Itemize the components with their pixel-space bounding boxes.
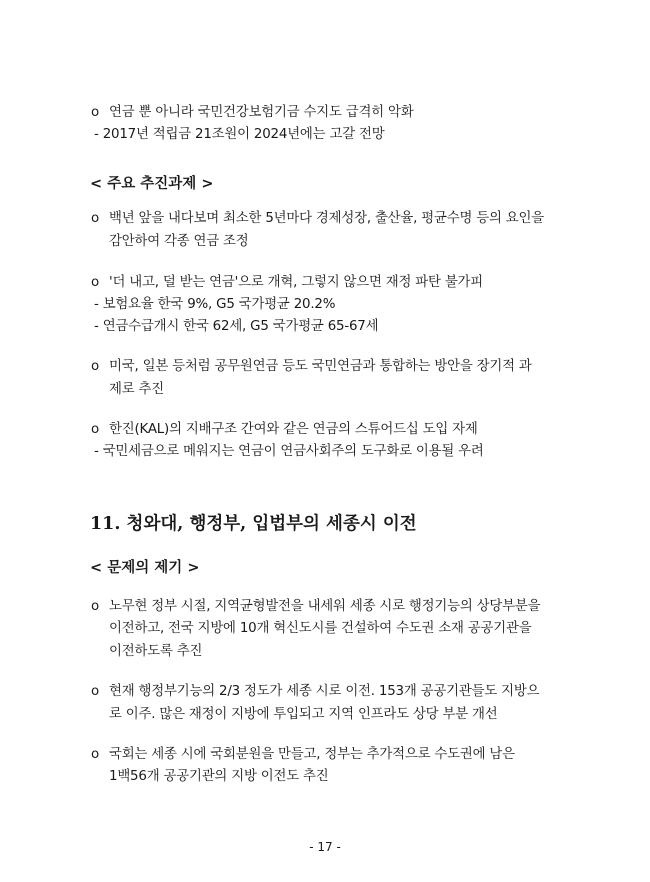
bullet-text: 국회는 세종 시에 국회분원을 만들고, 정부는 추가적으로 수도권에 남은 [109, 747, 515, 762]
section-heading-tasks: < 주요 추진과제 > [90, 176, 214, 192]
bullet-text: 백년 앞을 내다보며 최소한 5년마다 경제성장, 출산율, 평균수명 등의 요인을 [109, 211, 544, 226]
bullet-continuation: 이전하고, 전국 지방에 10개 혁신도시를 건설하여 수도권 소재 공공기관을 [109, 621, 532, 636]
bullet-marker: o [91, 684, 99, 699]
bullet-marker: o [91, 747, 99, 762]
sub-bullet-line: - 보험요율 한국 9%, G5 국가평균 20.2% [94, 297, 336, 312]
page-number: - 17 - [309, 840, 341, 854]
bullet-continuation: 이전하도록 추진 [109, 644, 203, 659]
bullet-marker: o [91, 422, 99, 437]
bullet-line [91, 104, 414, 122]
bullet-marker: o [91, 211, 99, 226]
bullet-line [91, 358, 532, 376]
bullet-marker: o [91, 275, 99, 290]
bullet-text: '더 내고, 덜 받는 연금'으로 개혁, 그렇지 않으면 재정 파탄 불가피 [109, 275, 484, 290]
bullet-line [91, 746, 515, 764]
sub-bullet-line: - 2017년 적립금 21조원이 2024년에는 고갈 전망 [94, 127, 385, 142]
bullet-line [91, 210, 544, 228]
section-title: 11. 청와대, 행정부, 입법부의 세종시 이전 [90, 514, 417, 534]
bullet-marker: o [91, 599, 99, 614]
bullet-text: 노무현 정부 시절, 지역균형발전을 내세워 세종 시로 행정기능의 상당부분을 [109, 599, 541, 614]
bullet-continuation: 로 이주. 많은 재정이 지방에 투입되고 지역 인프라도 상당 부분 개선 [109, 707, 498, 722]
bullet-line [91, 598, 540, 616]
bullet-line [91, 683, 539, 701]
bullet-text: 현재 행정부기능의 2/3 정도가 세종 시로 이전. 153개 공공기관들도 지방으 [109, 684, 540, 699]
bullet-continuation: 감안하여 각종 연금 조정 [109, 234, 249, 249]
bullet-text: 한진(KAL)의 지배구조 간여와 같은 연금의 스튜어드십 도입 자제 [109, 422, 478, 437]
bullet-continuation: 제로 추진 [109, 382, 164, 397]
section-heading-problem: < 문제의 제기 > [90, 560, 200, 576]
sub-bullet-line: - 국민세금으로 메워지는 연금이 연금사회주의 도구화로 이용될 우려 [94, 444, 484, 459]
bullet-marker: o [91, 105, 99, 120]
sub-bullet-line: - 연금수급개시 한국 62세, G5 국가평균 65-67세 [94, 319, 379, 334]
bullet-line [91, 274, 483, 292]
bullet-line [91, 421, 478, 439]
bullet-text: 연금 뿐 아니라 국민건강보험기금 수지도 급격히 악화 [109, 105, 414, 120]
bullet-text: 미국, 일본 등처럼 공무원연금 등도 국민연금과 통합하는 방안을 장기적 과 [109, 359, 532, 374]
bullet-continuation: 1백56개 공공기관의 지방 이전도 추진 [109, 769, 329, 784]
bullet-marker: o [91, 359, 99, 374]
